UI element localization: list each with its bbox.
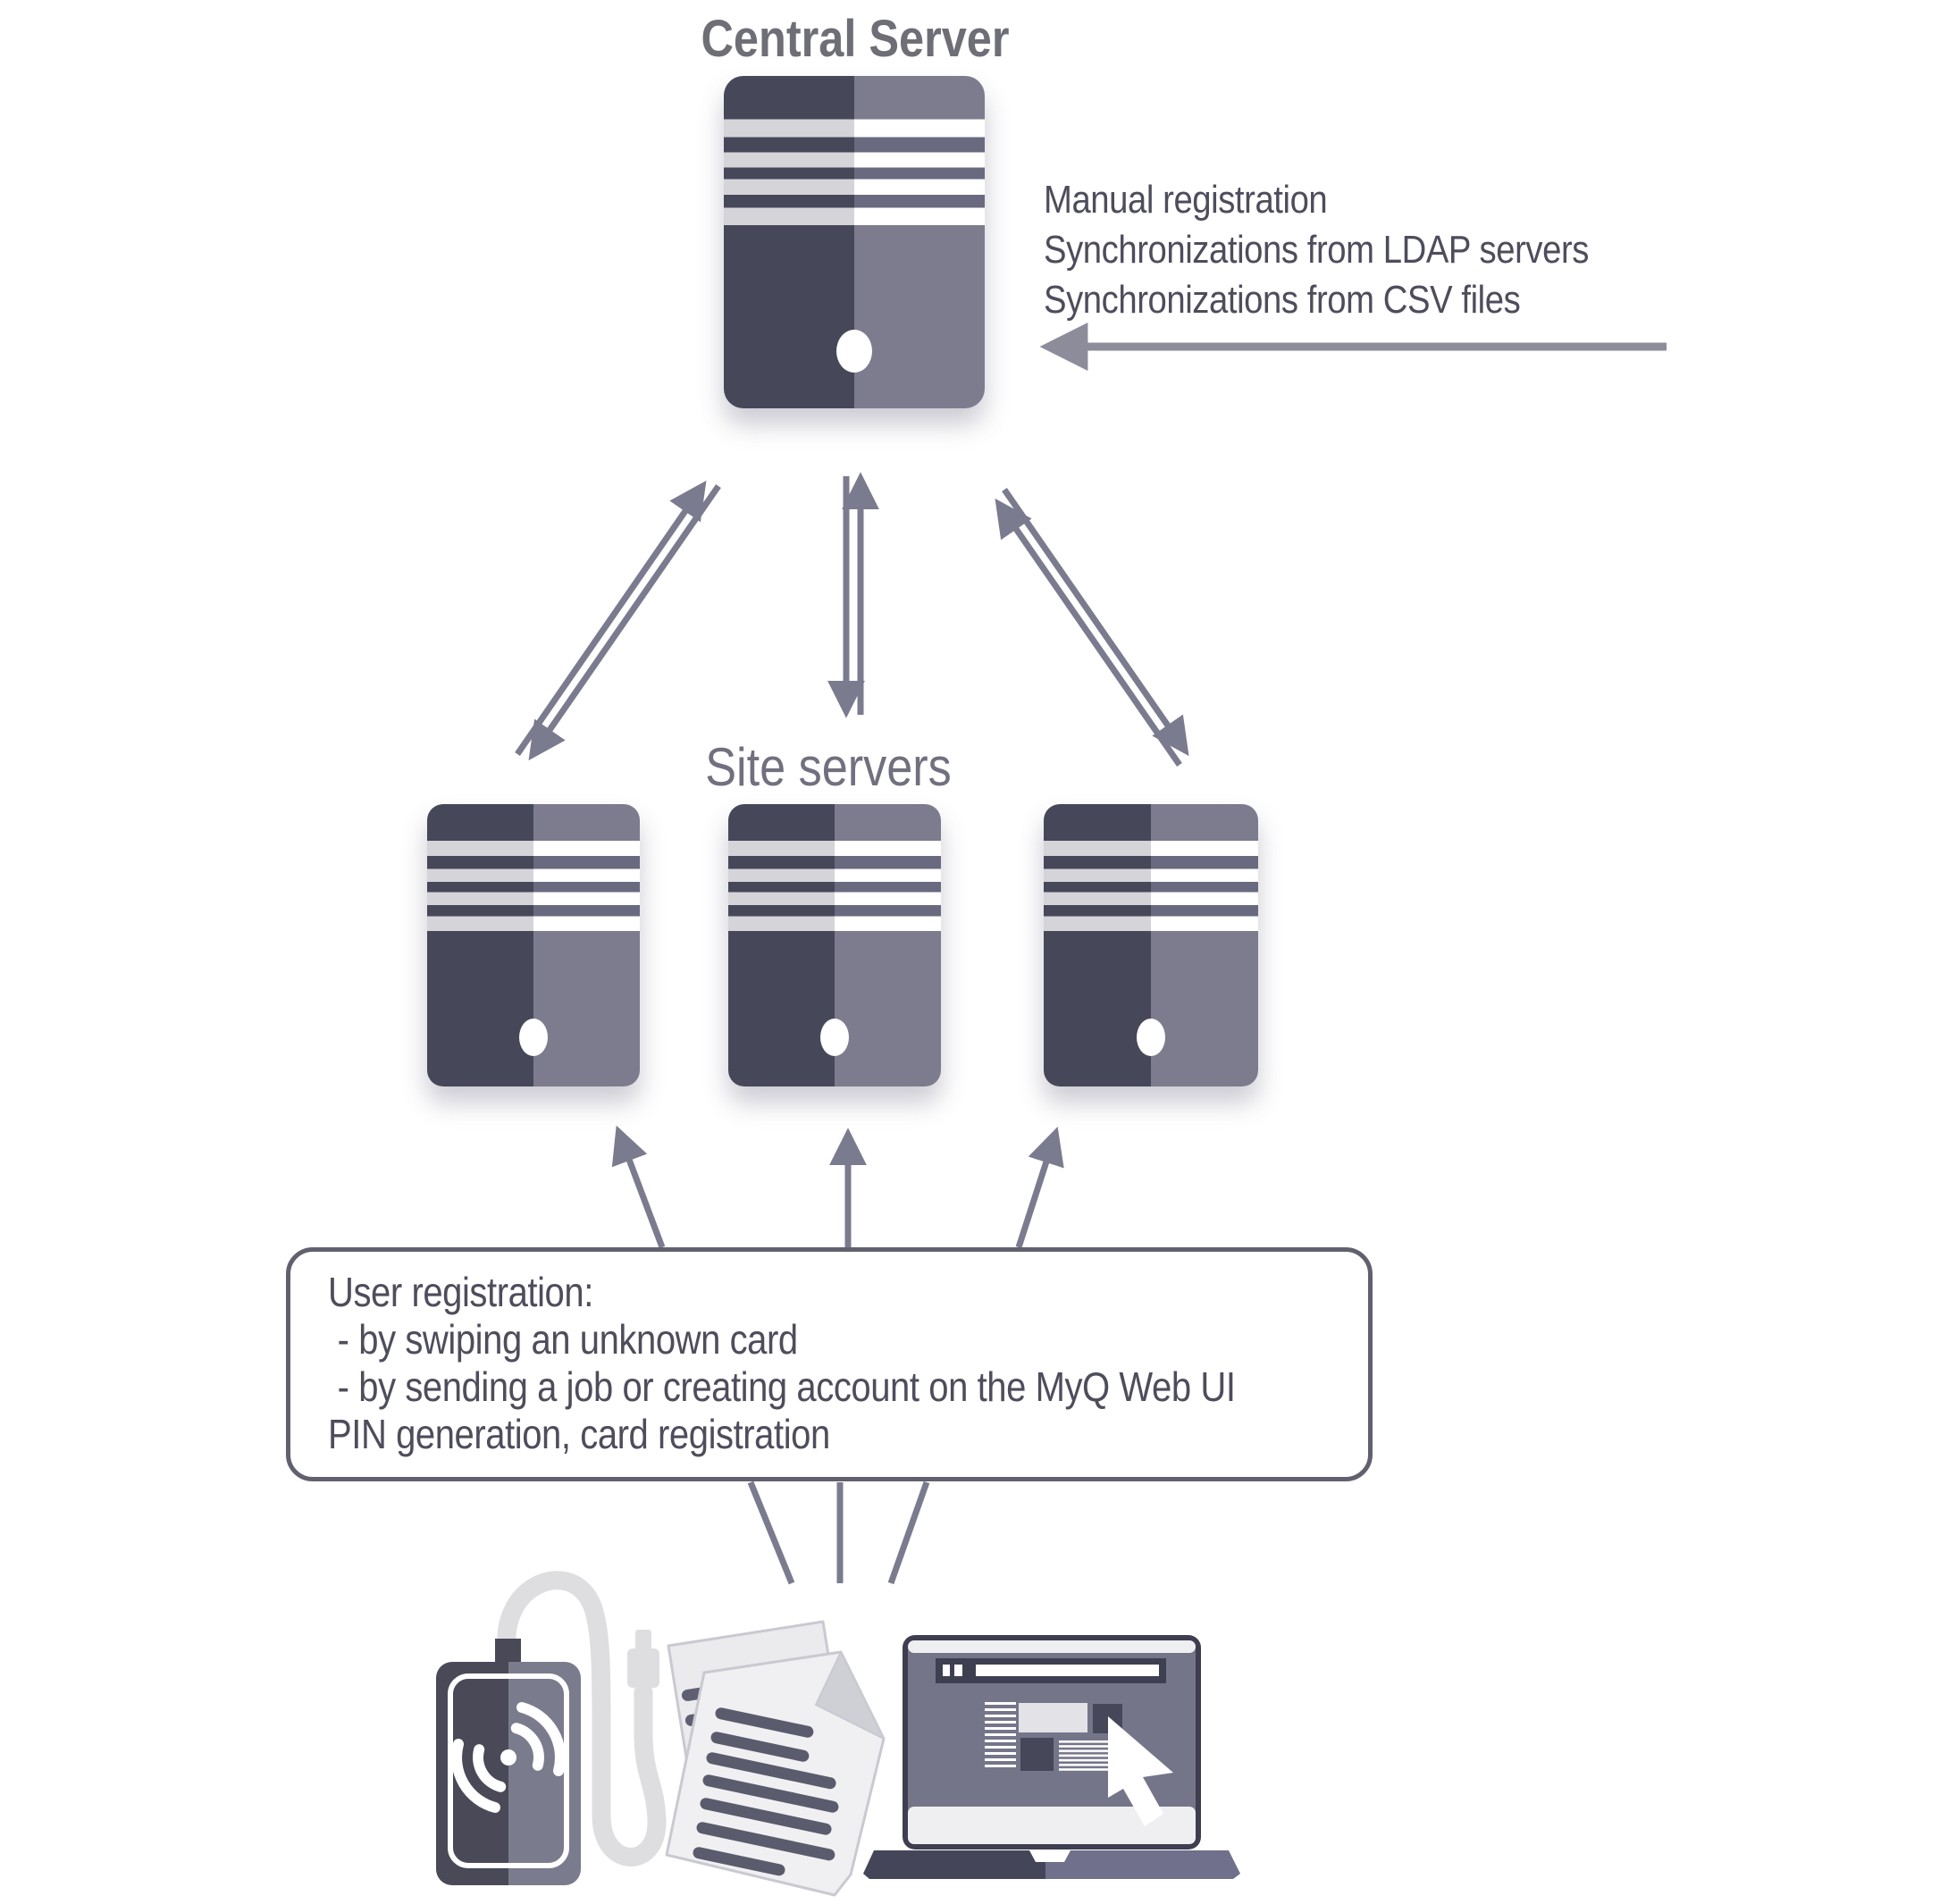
server-stripes-dark-half (724, 76, 854, 408)
central-server-icon (724, 76, 985, 408)
power-button-icon (519, 1019, 548, 1056)
rfid-card-reader-icon (436, 1639, 581, 1885)
site-servers-label: Site servers (705, 737, 952, 797)
webpage-tile (1093, 1704, 1122, 1733)
site-server-icon-1 (427, 804, 640, 1086)
server-stripes-light-half (835, 804, 941, 1086)
user-registration-text (328, 1269, 1236, 1458)
sync-arrow-down-right-pair (1004, 490, 1170, 728)
user-registration-box (286, 1247, 1373, 1481)
sync-arrows (517, 476, 1180, 765)
laptop-browser-icon (863, 1635, 1240, 1879)
webpage-image-placeholder (1019, 1703, 1087, 1732)
webpage-text-column (985, 1702, 1016, 1770)
note-line: Manual registration (1044, 178, 1328, 222)
webpage-text-column (1059, 1740, 1114, 1771)
power-button-icon (836, 330, 872, 373)
sync-arrow-up-right-pair (1014, 526, 1180, 765)
webpage-tile (1020, 1738, 1054, 1771)
box-line: PIN generation, card registration (328, 1411, 830, 1457)
box-line: User registration: (328, 1269, 593, 1315)
cursor-icon (1108, 1716, 1173, 1826)
registration-up-arrows (628, 1157, 1047, 1247)
laptop-base (863, 1850, 1240, 1879)
server-stripes-light-half (533, 804, 640, 1086)
sync-arrow-down-left-pair (548, 486, 718, 733)
registration-arrow-right (1019, 1159, 1047, 1247)
usb-cable-icon (507, 1581, 657, 1858)
box-line: - by swiping an unknown card (328, 1316, 798, 1363)
browser-bar (936, 1658, 1166, 1683)
usb-connector-icon (627, 1648, 659, 1688)
server-stripes-dark-half (728, 804, 835, 1086)
server-stripes-dark-half (1044, 804, 1151, 1086)
registration-arrow-left (628, 1157, 662, 1247)
address-bar (976, 1665, 1159, 1676)
central-registration-note (1044, 175, 1589, 325)
server-stripes-light-half (854, 76, 985, 408)
server-stripes-light-half (1151, 804, 1258, 1086)
box-line: - by sending a job or creating account on the MyQ Web UI (328, 1363, 1236, 1410)
site-server-icon-2 (728, 804, 941, 1086)
power-button-icon (820, 1019, 849, 1056)
note-line: Synchronizations from CSV files (1044, 278, 1521, 322)
site-server-icon-3 (1044, 804, 1258, 1086)
source-line-right (891, 1482, 927, 1583)
document-text-lines (692, 1707, 839, 1877)
documents-icon (667, 1622, 884, 1895)
contactless-icon (457, 1707, 560, 1808)
source-line-left (751, 1482, 792, 1583)
central-server-title: Central Server (701, 10, 1010, 68)
usb-connector-tip-icon (635, 1630, 651, 1653)
server-stripes-dark-half (427, 804, 533, 1086)
note-line: Synchronizations from LDAP servers (1044, 228, 1589, 272)
sync-arrow-up-left-pair (517, 508, 687, 754)
source-lines (751, 1482, 927, 1583)
power-button-icon (1137, 1019, 1165, 1056)
